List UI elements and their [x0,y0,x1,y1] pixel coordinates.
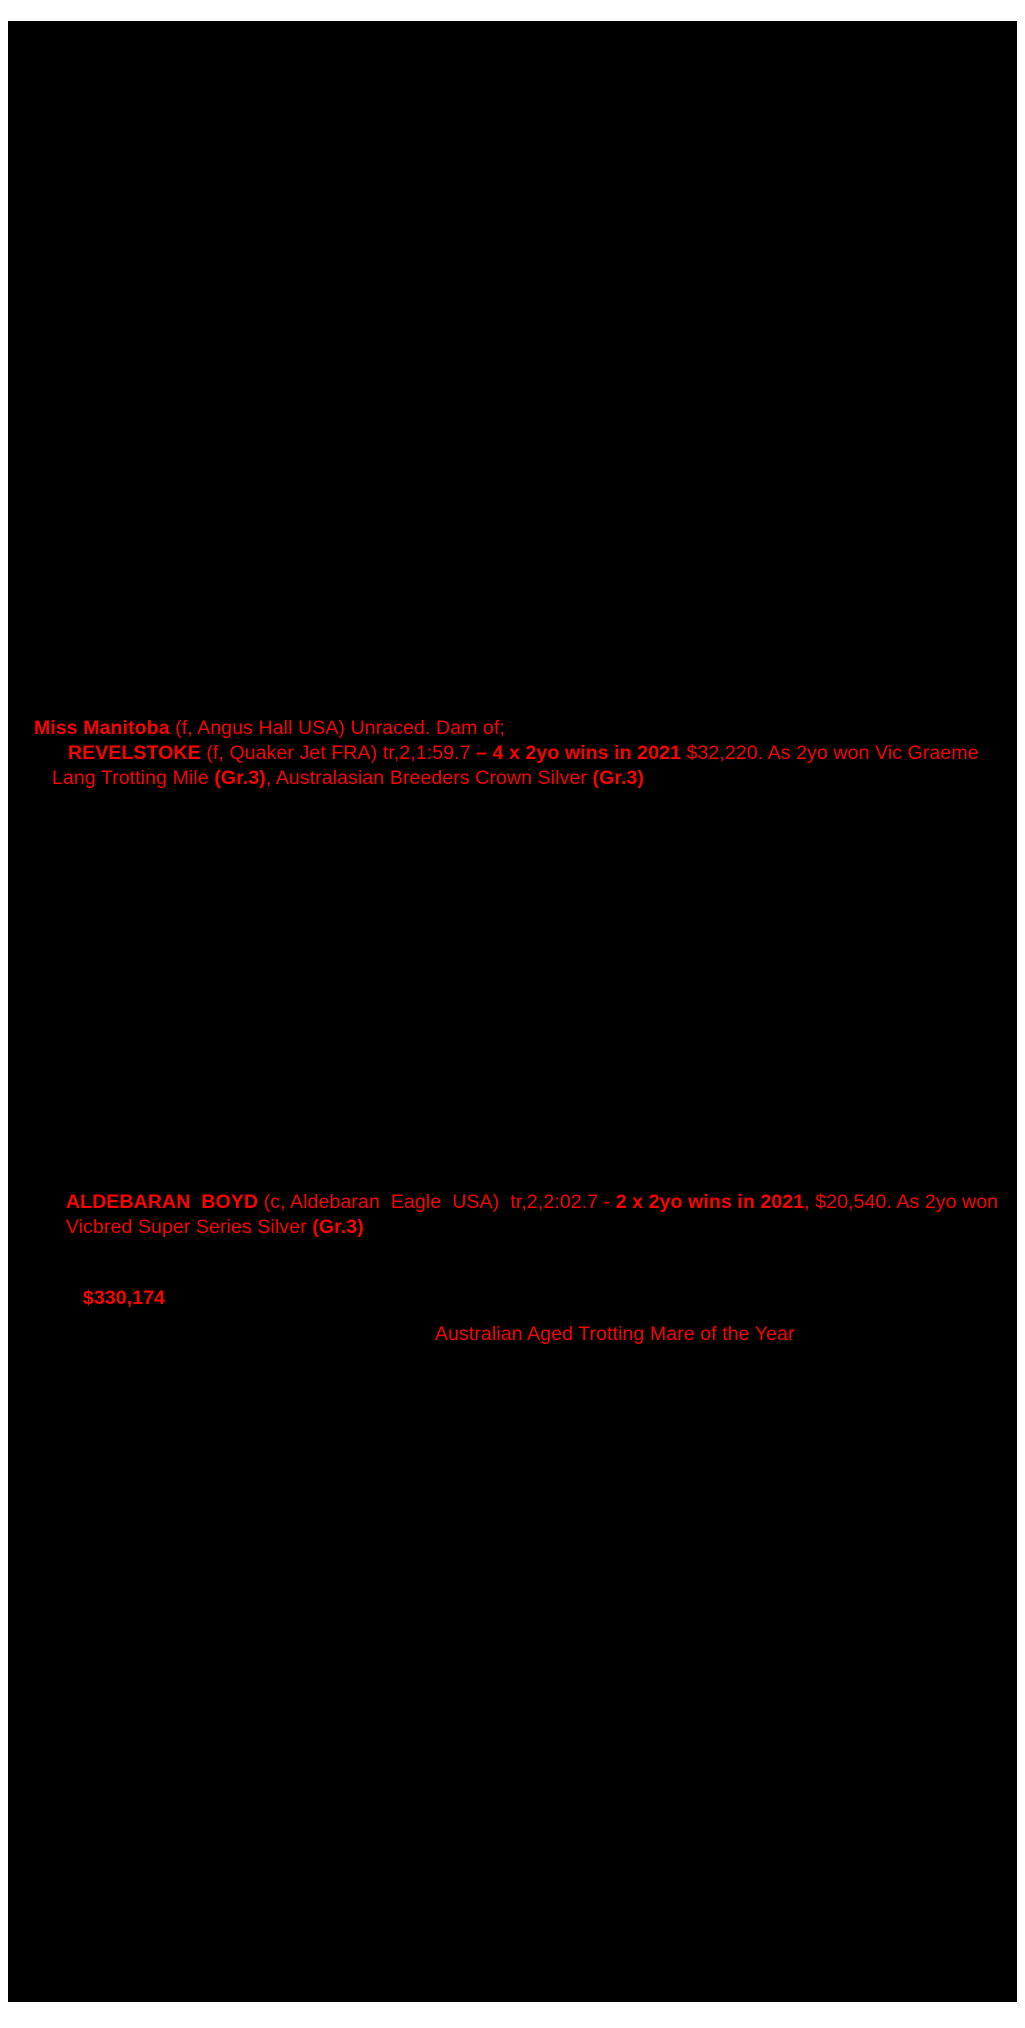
pedigree-entry-miss-manitoba [34,716,994,791]
progeny-group-2: (Gr.3) [592,766,645,789]
horse-group: (Gr.3) [312,1215,364,1238]
progeny-wins-highlight: – 4 x 2yo wins in 2021 [476,741,682,764]
earnings-amount: $330,174 [83,1286,166,1309]
progeny-details-3: , Australasian Breeders Crown Silver [265,766,593,789]
horse-details-2: , $20,540. As 2yo won Vicbred Super Series Silver [66,1190,1004,1238]
horse-name: ALDEBARAN BOYD [66,1190,259,1213]
progeny-group-1: (Gr.3) [214,766,266,789]
award-title: Australian Aged Trotting Mare of the Year [435,1322,795,1345]
dam-name: Miss Manitoba [34,716,170,739]
horse-details-1: (c, Aldebaran Eagle USA) tr,2,2:02.7 - [258,1190,616,1213]
pedigree-entry-aldebaran-boyd [66,1190,1004,1240]
page-canvas [8,21,1017,2002]
horse-wins-highlight: 2 x 2yo wins in 2021 [615,1190,805,1213]
progeny-name: REVELSTOKE [68,741,201,764]
progeny-details-1: (f, Quaker Jet FRA) tr,2,1:59.7 [200,741,477,764]
dam-details: (f, Angus Hall USA) Unraced. Dam of; [169,716,505,739]
progeny-details-2: $32,220. As 2yo won Vic Graeme Lang Trotting Mile [52,741,985,789]
progeny-line [52,741,994,791]
